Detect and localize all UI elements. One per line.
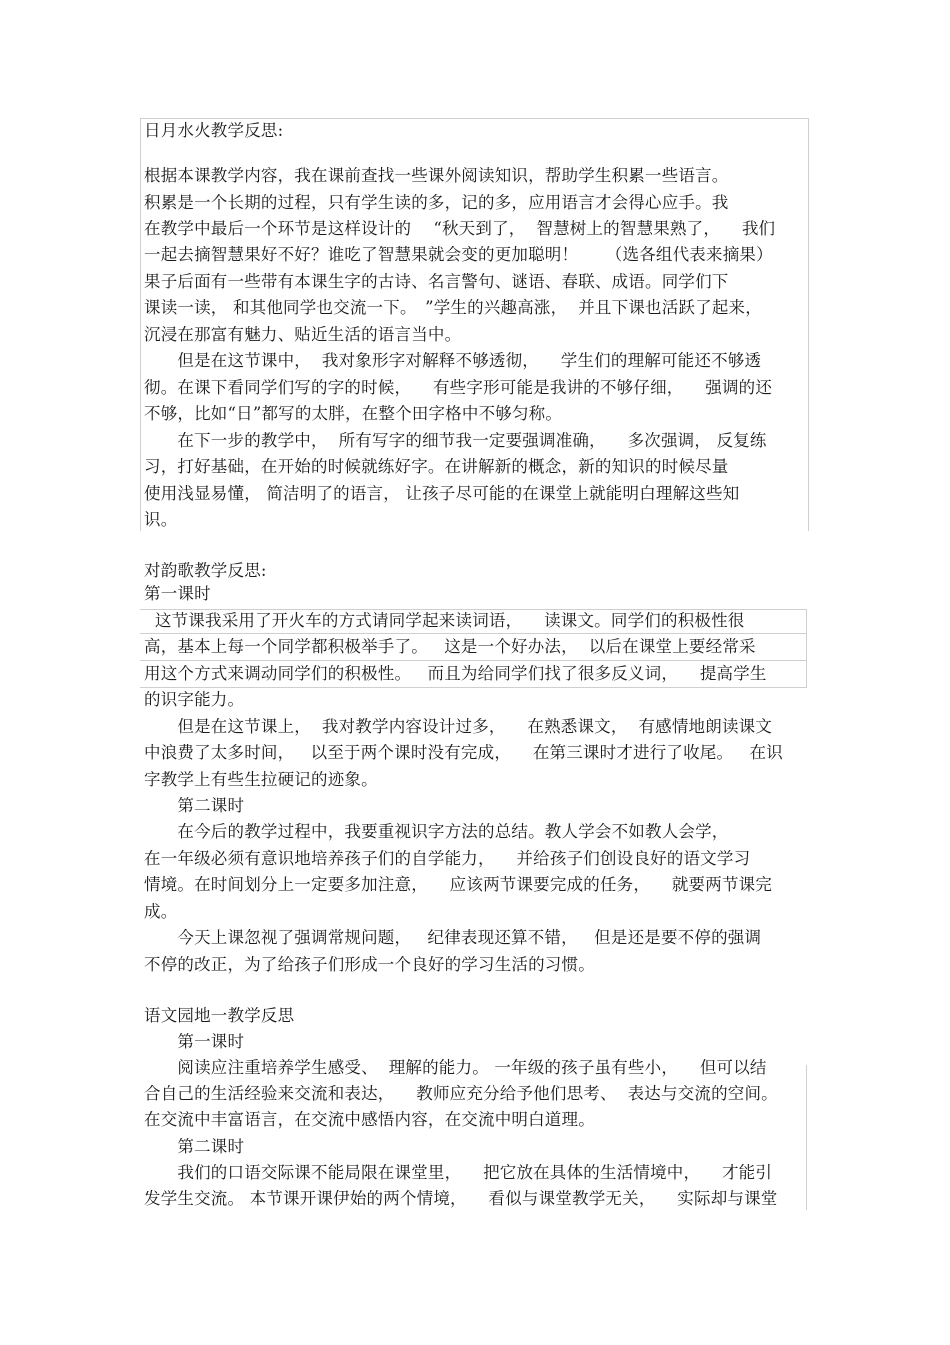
section2-line: 字教学上有些生拉硬记的迹象。	[144, 770, 378, 789]
section1-line: 在下一步的教学中， 所有写字的细节我一定要强调准确， 多次强调， 反复练	[144, 431, 767, 450]
section2-title: 对韵歌教学反思:	[144, 561, 267, 580]
section2-line: 高，基本上每一个同学都积极举手了。 这是一个好办法， 以后在课堂上要经常采	[144, 637, 756, 656]
section2-line: 用这个方式来调动同学们的积极性。 而且为给同学们找了很多反义词， 提高学生	[144, 664, 767, 683]
section1-line: 积累是一个长期的过程，只有学生读的多，记的多，应用语言才会得心应手。我	[144, 193, 729, 212]
table-vrule	[806, 1065, 807, 1210]
table-rule	[140, 660, 807, 661]
section1-line: 彻。在课下看同学们写的字的时候， 有些字形可能是我讲的不够仔细， 强调的还	[144, 378, 773, 397]
section2-line: 在今后的教学过程中，我要重视识字方法的总结。教人学会不如教人会学，	[144, 822, 729, 841]
section1-line: 课读一读， 和其他同学也交流一下。 ”学生的兴趣高涨， 并且下课也活跃了起来，	[144, 298, 762, 317]
section2-line: 情境。在时间划分上一定要多加注意， 应该两节课要完成的任务， 就要两节课完	[144, 875, 773, 894]
section1-line: 一起去摘智慧果好不好？谁吃了智慧果就会变的更加聪明！ （选各组代表来摘果）	[144, 245, 773, 264]
section2-subtitle: 第一课时	[144, 584, 211, 603]
section2-line: 在一年级必须有意识地培养孩子们的自学能力， 并给孩子们创设良好的语文学习	[144, 849, 751, 868]
section2-line: 中浪费了太多时间， 以至于两个课时没有完成， 在第三课时才进行了收尾。 在识	[144, 743, 783, 762]
section2-line: 成。	[144, 902, 178, 921]
section1-title: 日月水火教学反思:	[144, 121, 284, 140]
section1-line: 识。	[144, 510, 178, 529]
table-vrule	[806, 609, 807, 687]
table-rule	[140, 609, 807, 610]
section1-line: 使用浅显易懂， 简洁明了的语言， 让孩子尽可能的在课堂上就能明白理解这些知	[144, 484, 740, 503]
section2-line: 但是在这节课上， 我对教学内容设计过多， 在熟悉课文， 有感情地朗读课文	[144, 717, 773, 736]
section3-line: 阅读应注重培养学生感受、 理解的能力。 一年级的孩子虽有些小， 但可以结	[144, 1058, 767, 1077]
section3-line: 发学生交流。 本节课开课伊始的两个情境， 看似与课堂教学无关， 实际却与课堂	[144, 1189, 778, 1208]
section1-line: 根据本课教学内容，我在课前查找一些课外阅读知识，帮助学生积累一些语言。	[144, 166, 729, 185]
section1-line: 在教学中最后一个环节是这样设计的 “秋天到了， 智慧树上的智慧果熟了， 我们	[144, 219, 776, 238]
section2-line: 今天上课忽视了强调常规问题， 纪律表现还算不错， 但是还是要不停的强调	[144, 928, 762, 947]
section2-line: 第二课时	[144, 796, 245, 815]
table-rule	[140, 633, 807, 634]
section3-line: 我们的口语交际课不能局限在课堂里， 把它放在具体的生活情境中， 才能引	[144, 1163, 773, 1182]
section2-line: 这节课我采用了开火车的方式请同学起来读词语， 读课文。同学们的积极性很	[144, 611, 745, 630]
section3-line: 第一课时	[144, 1032, 245, 1051]
section2-line: 的识字能力。	[144, 690, 245, 709]
section3-title: 语文园地一教学反思	[144, 1006, 295, 1025]
section3-line: 第二课时	[144, 1137, 245, 1156]
section2-line: 不停的改正，为了给孩子们形成一个良好的学习生活的习惯。	[144, 955, 595, 974]
section1-line: 习，打好基础，在开始的时候就练好字。在讲解新的概念，新的知识的时候尽量	[144, 457, 729, 476]
section1-line: 沉浸在那富有魅力、贴近生活的语言当中。	[144, 325, 462, 344]
section1-line: 但是在这节课中， 我对象形字对解释不够透彻， 学生们的理解可能还不够透	[144, 351, 762, 370]
section3-line: 合自己的生活经验来交流和表达， 教师应充分给予他们思考、 表达与交流的空间。	[144, 1084, 778, 1103]
table-rule	[140, 687, 807, 688]
section1-line: 不够，比如“日”都写的太胖，在整个田字格中不够匀称。	[144, 404, 563, 423]
section1-line: 果子后面有一些带有本课生字的古诗、名言警句、谜语、春联、成语。同学们下	[144, 272, 729, 291]
section3-line: 在交流中丰富语言，在交流中感悟内容，在交流中明白道理。	[144, 1110, 595, 1129]
